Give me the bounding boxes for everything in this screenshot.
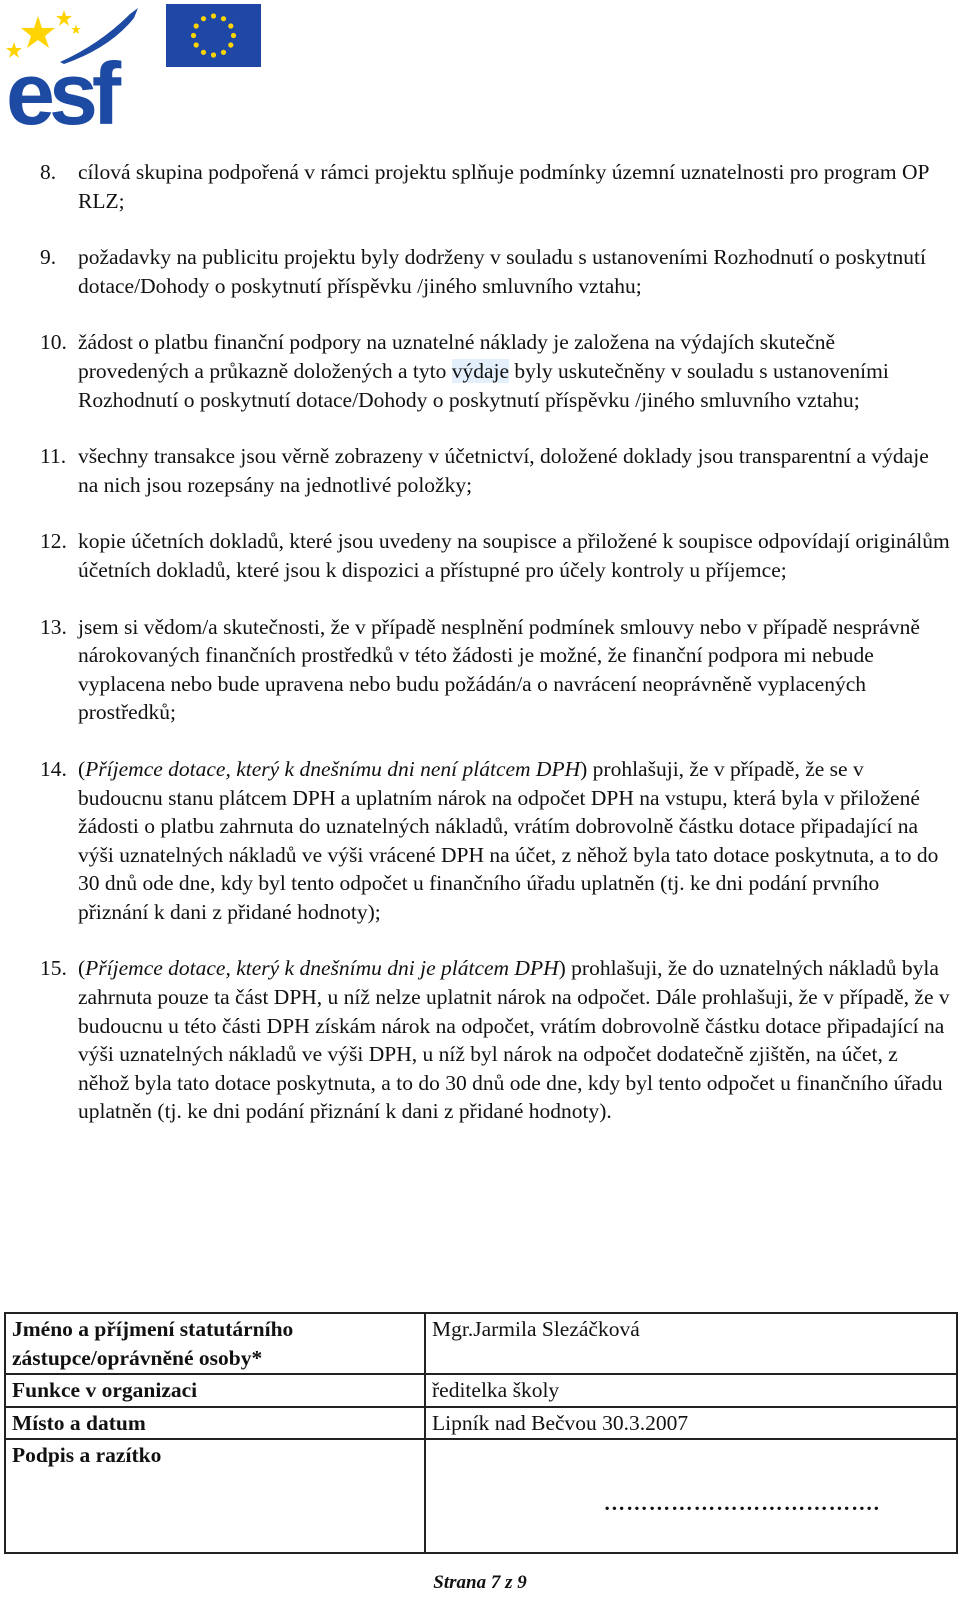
page-number: Strana 7 z 9 (433, 1572, 527, 1593)
item-text-after: byly uskutečněny v souladu s ustanoveními Rozhodnutí o poskytnutí dotace/Dohody o poskytnutí příspěvku /jiného smluvního vztahu; (78, 358, 889, 412)
blue-swoosh-icon (60, 4, 160, 64)
row-value: ředitelka školy (425, 1374, 957, 1407)
esf-wordmark-text: esf (6, 58, 116, 130)
row-label: Funkce v organizaci (5, 1374, 425, 1407)
item-number: 8. (40, 160, 57, 184)
esf-logo (0, 0, 270, 140)
item-text: cílová skupina podpořená v rámci projektu splňuje podmínky územní uznatelnosti pro program OP RLZ; (78, 160, 929, 213)
item-number: 10. (40, 330, 67, 355)
item-text: (Příjemce dotace, který k dnešnímu dni není plátcem DPH) prohlašuji, že v případě, že se v budoucnu stanu plátcem DPH a uplatním nárok na odpočet DPH na vstupu, která byla v přiložené žádosti o platbu zahrnuta do uznatelných nákladů, vrátím dobrovolně částku dotace připadající na výši uznatelných nákladů ve výši vrácené DPH na účet, z něhož byla tato dotace poskytnuta, a to do 30 dnů ode dne, kdy byl tento odpočet u finančního úřadu uplatněn (tj. ke dni podání prvního přiznání k dani z přidané hodnoty); (78, 756, 939, 924)
item-prefix-italic: Příjemce dotace, který k dnešnímu dni je plátcem DPH (85, 956, 559, 981)
signature-dots: ………………………………. (603, 1491, 880, 1516)
esf-wordmark-icon (6, 58, 151, 130)
signature-field (425, 1439, 957, 1553)
row-value: Mgr.Jarmila Slezáčková (425, 1313, 957, 1374)
item-text-body: prohlašuji, že do uznatelných nákladů byla zahrnuta pouze ta část DPH, u níž nelze uplatnit nárok na odpočet. Dále prohlašuji, že v případě, že v budoucnu u této části DPH získám nárok na odpočet, vrátím dobrovolně částku dotace připadající na výši uznatelných nákladů ve výši DPH, u níž byl nárok na odpočet dodatečně zjištěn, na účet, z něhož byla tato dotace poskytnuta, a to do 30 dnů ode dne, kdy byl tento odpočet u finančního úřadu uplatněn (tj. ke dni podání přiznání k dani z přidané hodnoty). (78, 956, 950, 1124)
row-label: Jméno a příjmení statutárního zástupce/oprávněné osoby* (5, 1313, 425, 1374)
table-row (5, 1407, 957, 1440)
row-label: Místo a datum (5, 1407, 425, 1440)
list-item (40, 243, 950, 300)
item-number: 9. (40, 245, 57, 270)
item-text: (Příjemce dotace, který k dnešnímu dni je plátcem DPH) prohlašuji, že do uznatelných nákladů byla zahrnuta pouze ta část DPH, u níž nelze uplatnit nárok na odpočet. Dále prohlašuji, že v případě, že v budoucnu u této části DPH získám nárok na odpočet, vrátím dobrovolně částku dotace připadající na výši uznatelných nákladů ve výši DPH, u níž byl nárok na odpočet dodatečně zjištěn, na účet, z něhož byla tato dotace poskytnuta, a to do 30 dnů ode dne, kdy byl tento odpočet u finančního úřadu uplatněn (tj. ke dni podání přiznání k dani z přidané hodnoty). (78, 956, 950, 1124)
list-item (40, 613, 950, 727)
item-text: kopie účetních dokladů, které jsou uvedeny na soupisce a přiložené k soupisce odpovídají originálům účetních dokladů, které jsou k dispozici a přístupné pro účely kontroly u příjemce; (78, 529, 950, 582)
list-item (40, 527, 950, 584)
item-text: požadavky na publicitu projektu byly dodrženy v souladu s ustanoveními Rozhodnutí o poskytnutí dotace/Dohody o poskytnutí příspěvku /jiného smluvního vztahu; (78, 245, 926, 298)
table-row (5, 1439, 957, 1553)
declaration-list (40, 158, 950, 1154)
signature-table (4, 1312, 958, 1554)
list-item (40, 755, 950, 927)
item-number: 11. (40, 444, 67, 469)
list-item (40, 158, 950, 215)
list-item (40, 954, 950, 1126)
item-text (78, 328, 950, 414)
item-number: 13. (40, 614, 67, 639)
item-text-before: žádost o platbu finanční podpory na uznatelné náklady je založena na výdajích skutečně provedených a průkazně doložených a tyto (78, 330, 835, 383)
row-label: Podpis a razítko (5, 1439, 425, 1553)
item-text-body: prohlašuji, že v případě, že se v budoucnu stanu plátcem DPH a uplatním nárok na odpočet DPH na vstupu, která byla v přiložené žádosti o platbu zahrnuta do uznatelných nákladů, vrátím dobrovolně částku dotace připadající na výši uznatelných nákladů ve výši vrácené DPH na účet, z něhož byla tato dotace poskytnuta, a to do 30 dnů ode dne, kdy byl tento odpočet u finančního úřadu uplatněn (tj. ke dni podání prvního přiznání k dani z přidané hodnoty); (78, 756, 939, 924)
item-number: 14. (40, 756, 67, 781)
item-prefix-italic: Příjemce dotace, který k dnešnímu dni není plátcem DPH (85, 756, 581, 781)
list-item (40, 328, 950, 414)
table-row (5, 1313, 957, 1374)
list-item (40, 442, 950, 499)
row-value: Lipník nad Bečvou 30.3.2007 (425, 1407, 957, 1440)
table-row (5, 1374, 957, 1407)
item-number: 12. (40, 529, 67, 554)
eu-flag-icon (166, 4, 261, 67)
item-text: jsem si vědom/a skutečnosti, že v případě nesplnění podmínek smlouvy nebo v případě nesprávně nárokovaných finančních prostředků v této žádosti je možné, že finanční podpora mi nebude vyplacena nebo bude upravena nebo budu požádán/a o navrácení neoprávněně vyplacených prostředků; (78, 614, 920, 725)
item-number: 15. (40, 956, 67, 981)
highlighted-word: výdaje (451, 358, 510, 383)
item-text: všechny transakce jsou věrně zobrazeny v účetnictví, doložené doklady jsou transparentní a výdaje na nich jsou rozepsány na jednotlivé položky; (78, 444, 929, 497)
